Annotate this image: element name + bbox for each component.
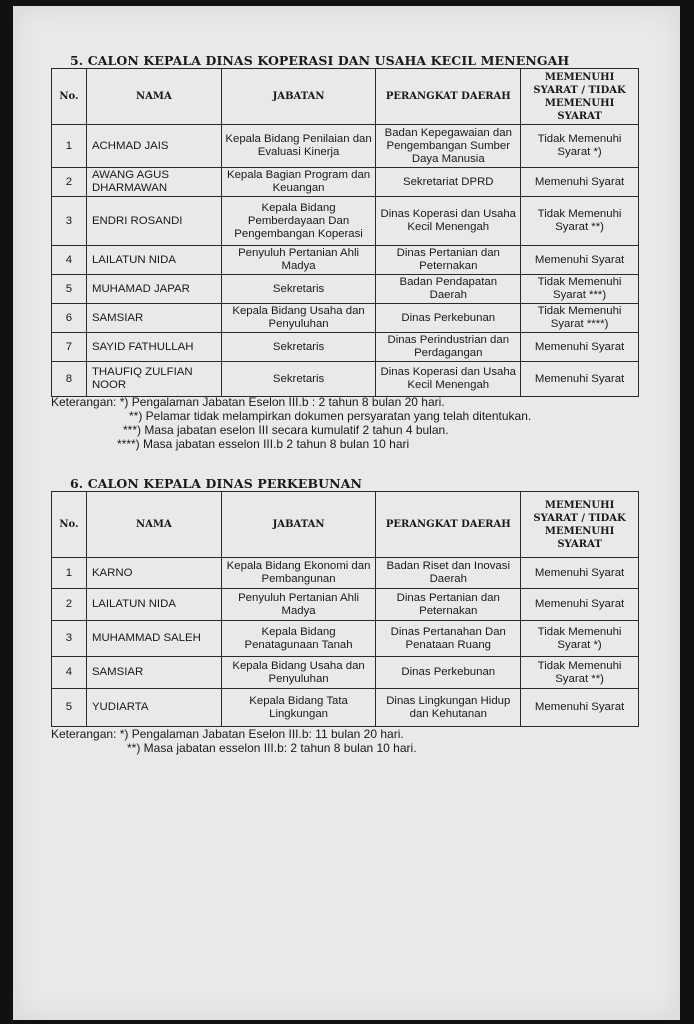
row-jabatan: Kepala Bidang Tata Lingkungan	[221, 689, 376, 727]
note-line: ****) Masa jabatan esselon III.b 2 tahun 8 bulan 10 hari	[117, 437, 410, 451]
row-nama: LAILATUN NIDA	[86, 246, 221, 275]
header-memenuhi-syarat: MEMENUHI SYARAT / TIDAK MEMENUHI SYARAT	[521, 492, 639, 558]
row-number: 2	[52, 168, 87, 197]
row-jabatan: Kepala Bidang Usaha dan Penyuluhan	[221, 657, 376, 689]
table-row	[52, 197, 639, 246]
row-number: 8	[52, 362, 87, 397]
table-row	[52, 125, 639, 168]
row-nama: SAMSIAR	[86, 657, 221, 689]
section-5-notes	[51, 395, 531, 451]
row-jabatan: Kepala Bidang Ekonomi dan Pembangunan	[221, 558, 376, 589]
document-page	[13, 6, 680, 1020]
table-row	[52, 558, 639, 589]
row-syarat: Memenuhi Syarat	[521, 362, 639, 397]
header-perangkat-daerah: PERANGKAT DAERAH	[376, 69, 521, 125]
row-syarat: Tidak Memenuhi Syarat ****)	[521, 304, 639, 333]
table-header-row	[52, 69, 639, 125]
section-6-table	[51, 491, 639, 727]
table-row	[52, 657, 639, 689]
row-syarat: Memenuhi Syarat	[521, 246, 639, 275]
table-row	[52, 689, 639, 727]
header-no: No.	[52, 69, 87, 125]
table-header-row	[52, 492, 639, 558]
header-no: No.	[52, 492, 87, 558]
row-number: 5	[52, 689, 87, 727]
row-perangkat-daerah: Dinas Pertanahan Dan Penataan Ruang	[376, 621, 521, 657]
row-perangkat-daerah: Dinas Perkebunan	[376, 304, 521, 333]
row-nama: ACHMAD JAIS	[86, 125, 221, 168]
row-number: 3	[52, 197, 87, 246]
section-5-table	[51, 68, 639, 397]
note-line: ***) Masa jabatan eselon III secara kumulatif 2 tahun 4 bulan.	[123, 423, 449, 437]
table-row	[52, 168, 639, 197]
row-nama: MUHAMMAD SALEH	[86, 621, 221, 657]
header-nama: NAMA	[86, 69, 221, 125]
row-syarat: Tidak Memenuhi Syarat ***)	[521, 275, 639, 304]
row-jabatan: Sekretaris	[221, 275, 376, 304]
section-5-title: 5. CALON KEPALA DINAS KOPERASI DAN USAHA KECIL MENENGAH	[70, 53, 570, 68]
header-jabatan: JABATAN	[221, 69, 376, 125]
table-row	[52, 362, 639, 397]
note-line: **) Masa jabatan esselon III.b: 2 tahun 8 bulan 10 hari.	[127, 741, 417, 755]
row-syarat: Memenuhi Syarat	[521, 689, 639, 727]
note-line: **) Pelamar tidak melampirkan dokumen persyaratan yang telah ditentukan.	[129, 409, 532, 423]
row-nama: MUHAMAD JAPAR	[86, 275, 221, 304]
row-number: 6	[52, 304, 87, 333]
row-number: 2	[52, 589, 87, 621]
note-line: Keterangan: *) Pengalaman Jabatan Eselon III.b : 2 tahun 8 bulan 20 hari.	[51, 395, 445, 409]
table-row	[52, 304, 639, 333]
table-row	[52, 275, 639, 304]
row-perangkat-daerah: Dinas Perindustrian dan Perdagangan	[376, 333, 521, 362]
row-perangkat-daerah: Dinas Perkebunan	[376, 657, 521, 689]
row-jabatan: Penyuluh Pertanian Ahli Madya	[221, 246, 376, 275]
row-jabatan: Kepala Bidang Pemberdayaan Dan Pengembangan Koperasi	[221, 197, 376, 246]
row-nama: AWANG AGUS DHARMAWAN	[86, 168, 221, 197]
header-nama: NAMA	[86, 492, 221, 558]
row-nama: KARNO	[86, 558, 221, 589]
row-number: 1	[52, 558, 87, 589]
row-perangkat-daerah: Badan Kepegawaian dan Pengembangan Sumber Daya Manusia	[376, 125, 521, 168]
row-number: 1	[52, 125, 87, 168]
table-row	[52, 333, 639, 362]
row-nama: LAILATUN NIDA	[86, 589, 221, 621]
row-perangkat-daerah: Badan Riset dan Inovasi Daerah	[376, 558, 521, 589]
row-nama: YUDIARTA	[86, 689, 221, 727]
row-jabatan: Sekretaris	[221, 362, 376, 397]
row-syarat: Memenuhi Syarat	[521, 558, 639, 589]
row-syarat: Tidak Memenuhi Syarat **)	[521, 657, 639, 689]
header-jabatan: JABATAN	[221, 492, 376, 558]
header-perangkat-daerah: PERANGKAT DAERAH	[376, 492, 521, 558]
row-syarat: Memenuhi Syarat	[521, 168, 639, 197]
table-row	[52, 246, 639, 275]
row-perangkat-daerah: Badan Pendapatan Daerah	[376, 275, 521, 304]
row-nama: SAMSIAR	[86, 304, 221, 333]
section-6-title: 6. CALON KEPALA DINAS PERKEBUNAN	[70, 476, 363, 491]
row-number: 7	[52, 333, 87, 362]
row-jabatan: Sekretaris	[221, 333, 376, 362]
row-number: 4	[52, 246, 87, 275]
row-perangkat-daerah: Dinas Pertanian dan Peternakan	[376, 589, 521, 621]
row-number: 3	[52, 621, 87, 657]
row-jabatan: Penyuluh Pertanian Ahli Madya	[221, 589, 376, 621]
row-jabatan: Kepala Bidang Usaha dan Penyuluhan	[221, 304, 376, 333]
header-memenuhi-syarat: MEMENUHI SYARAT / TIDAK MEMENUHI SYARAT	[521, 69, 639, 125]
row-perangkat-daerah: Sekretariat DPRD	[376, 168, 521, 197]
row-jabatan: Kepala Bagian Program dan Keuangan	[221, 168, 376, 197]
row-perangkat-daerah: Dinas Koperasi dan Usaha Kecil Menengah	[376, 362, 521, 397]
row-jabatan: Kepala Bidang Penilaian dan Evaluasi Kinerja	[221, 125, 376, 168]
row-syarat: Memenuhi Syarat	[521, 333, 639, 362]
row-syarat: Tidak Memenuhi Syarat *)	[521, 125, 639, 168]
note-line: Keterangan: *) Pengalaman Jabatan Eselon III.b: 11 bulan 20 hari.	[51, 727, 404, 741]
table-row	[52, 621, 639, 657]
row-jabatan: Kepala Bidang Penatagunaan Tanah	[221, 621, 376, 657]
row-number: 5	[52, 275, 87, 304]
row-perangkat-daerah: Dinas Lingkungan Hidup dan Kehutanan	[376, 689, 521, 727]
row-syarat: Tidak Memenuhi Syarat **)	[521, 197, 639, 246]
row-perangkat-daerah: Dinas Koperasi dan Usaha Kecil Menengah	[376, 197, 521, 246]
row-syarat: Memenuhi Syarat	[521, 589, 639, 621]
row-nama: THAUFIQ ZULFIAN NOOR	[86, 362, 221, 397]
row-nama: SAYID FATHULLAH	[86, 333, 221, 362]
section-6-notes	[51, 727, 417, 755]
row-number: 4	[52, 657, 87, 689]
table-row	[52, 589, 639, 621]
row-nama: ENDRI ROSANDI	[86, 197, 221, 246]
row-perangkat-daerah: Dinas Pertanian dan Peternakan	[376, 246, 521, 275]
row-syarat: Tidak Memenuhi Syarat *)	[521, 621, 639, 657]
